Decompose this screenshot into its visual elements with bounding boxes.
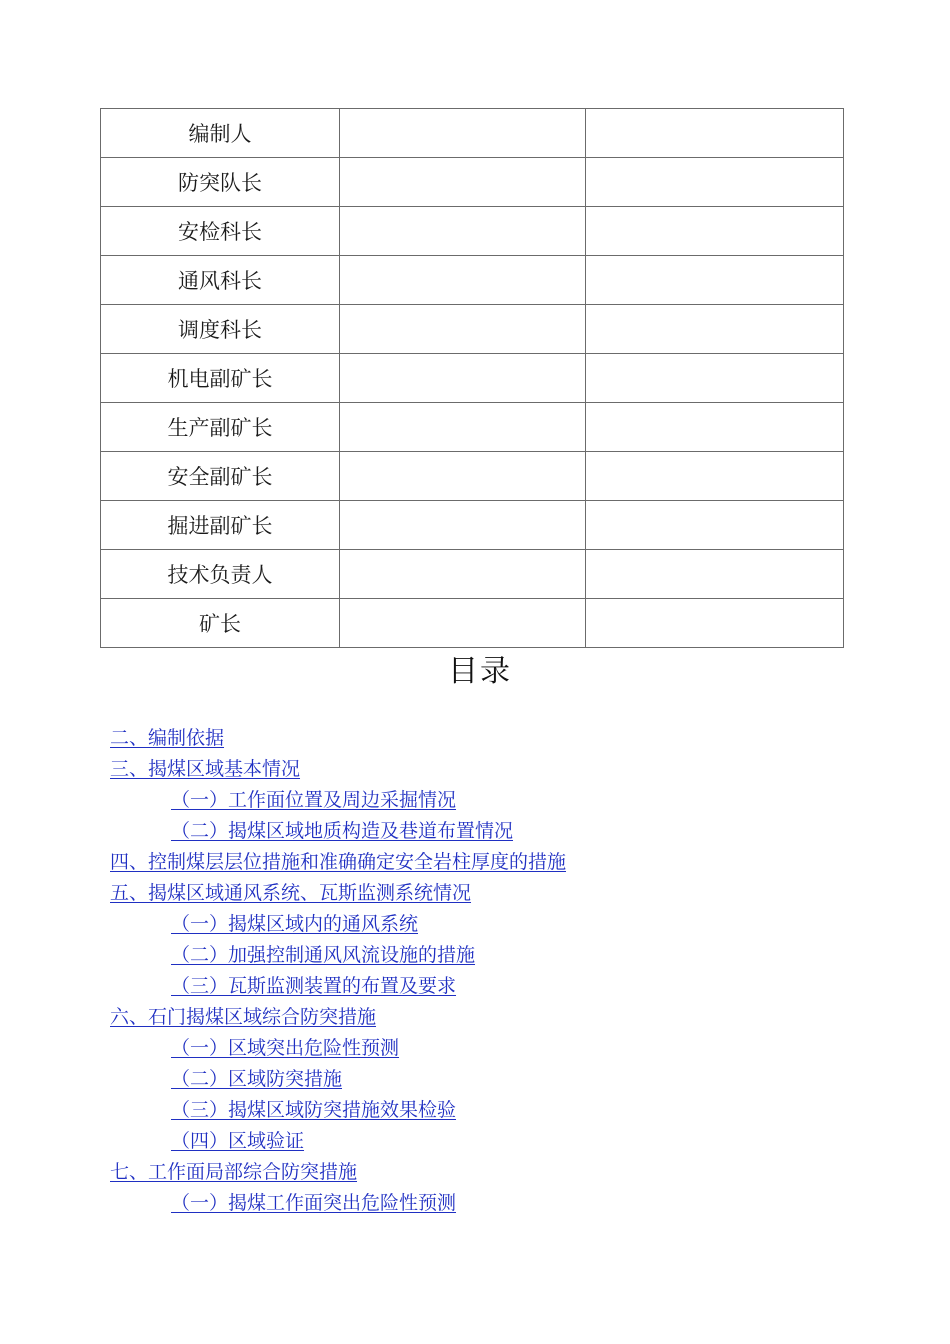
signature-role-label: 通风科长 [101,256,340,305]
signature-role-label: 防突队长 [101,158,340,207]
toc-link[interactable]: （三）揭煤区域防突措施效果检验 [171,1099,457,1121]
signature-row [101,501,844,550]
toc-link[interactable]: （一）揭煤区域内的通风系统 [171,913,419,935]
signature-date-cell [586,354,844,403]
signature-role-label: 技术负责人 [101,550,340,599]
signature-date-cell [586,452,844,501]
toc-link[interactable]: （一）揭煤工作面突出危险性预测 [171,1192,457,1214]
toc-link[interactable]: 四、控制煤层层位措施和准确确定安全岩柱厚度的措施 [110,851,567,873]
signature-row [101,550,844,599]
signature-row [101,305,844,354]
signature-role-label: 掘进副矿长 [101,501,340,550]
signature-cell [340,207,586,256]
toc-link[interactable]: 六、石门揭煤区域综合防突措施 [110,1006,377,1028]
signature-row [101,354,844,403]
signature-table-body [101,109,844,648]
toc-title: 目录 [448,654,512,689]
signature-row [101,256,844,305]
signature-role-label: 调度科长 [101,305,340,354]
signature-role-label: 机电副矿长 [101,354,340,403]
signature-cell [340,501,586,550]
toc-link[interactable]: （二）区域防突措施 [171,1068,343,1090]
signature-date-cell [586,550,844,599]
signature-row [101,452,844,501]
signature-row [101,109,844,158]
signature-cell [340,599,586,648]
signature-role-label: 编制人 [101,109,340,158]
signature-cell [340,354,586,403]
signature-row [101,158,844,207]
signature-role-label: 矿长 [101,599,340,648]
signature-row [101,599,844,648]
signature-cell [340,109,586,158]
signature-date-cell [586,403,844,452]
table-of-contents [110,723,850,1219]
signature-role-label: 安全副矿长 [101,452,340,501]
signature-date-cell [586,109,844,158]
signature-table [100,108,844,648]
signature-date-cell [586,599,844,648]
signature-date-cell [586,501,844,550]
toc-link[interactable]: （二）揭煤区域地质构造及巷道布置情况 [171,820,514,842]
signature-cell [340,158,586,207]
signature-role-label: 安检科长 [101,207,340,256]
signature-role-label: 生产副矿长 [101,403,340,452]
signature-date-cell [586,305,844,354]
signature-row [101,207,844,256]
signature-cell [340,403,586,452]
toc-link[interactable]: （一）工作面位置及周边采掘情况 [171,789,457,811]
signature-date-cell [586,158,844,207]
toc-link[interactable]: 三、揭煤区域基本情况 [110,758,301,780]
signature-cell [340,452,586,501]
toc-link[interactable]: 二、编制依据 [110,727,225,749]
signature-row [101,403,844,452]
toc-link[interactable]: （三）瓦斯监测装置的布置及要求 [171,975,457,997]
signature-cell [340,550,586,599]
toc-link[interactable]: （二）加强控制通风风流设施的措施 [171,944,476,966]
signature-date-cell [586,207,844,256]
toc-link[interactable]: （四）区域验证 [171,1130,305,1152]
signature-cell [340,305,586,354]
toc-link[interactable]: 五、揭煤区域通风系统、瓦斯监测系统情况 [110,882,472,904]
toc-link[interactable]: 七、工作面局部综合防突措施 [110,1161,358,1183]
toc-link[interactable]: （一）区域突出危险性预测 [171,1037,400,1059]
signature-cell [340,256,586,305]
signature-date-cell [586,256,844,305]
